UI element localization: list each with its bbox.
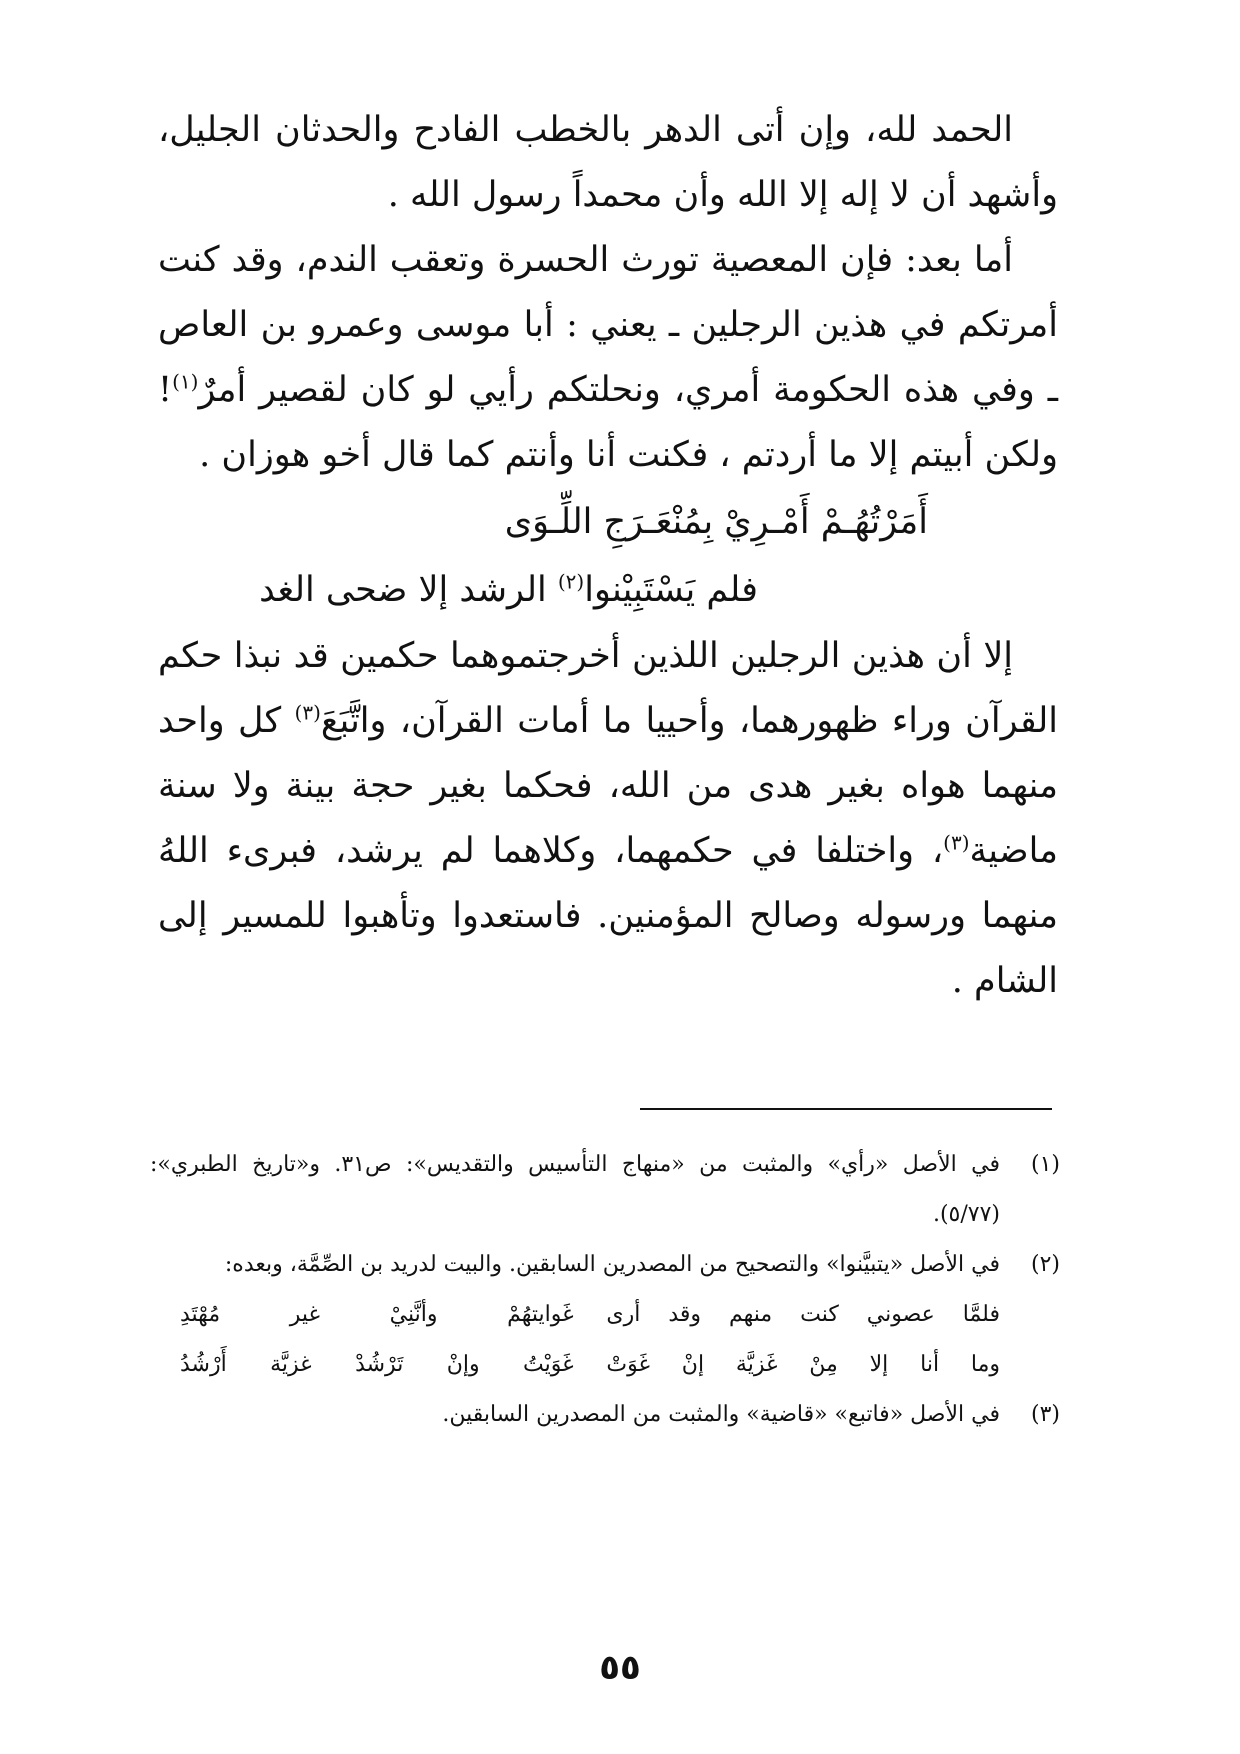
paragraph-third <box>158 624 1058 1014</box>
footnote-3-number: (٣) <box>1030 1402 1060 1427</box>
poem-row-2 <box>180 1340 1000 1390</box>
paragraph-opening-text: الحمد لله، وإن أتى الدهر بالخطب الفادح والحدثان الجليل، وأشهد أن لا إله إلا الله وأن محمداً رسول الله . <box>158 110 1058 215</box>
poem-row-1 <box>180 1290 1000 1340</box>
paragraph-third-text-b: كل واحد منهما هواه بغير هدى من الله، فحكما بغير حجة بينة ولا سنة ماضية <box>158 701 1058 871</box>
poem-row-1-second-hemistich: غَوايتهُمْ وأنَّنِيْ غير مُهْتَدِ <box>180 1302 574 1327</box>
footnote-1-number: (١) <box>1030 1152 1060 1177</box>
paragraph-second-text-a: أما بعد: فإن المعصية تورث الحسرة وتعقب الندم، وقد كنت أمرتكم في هذين الرجلين ـ يعني : أبا موسى وعمرو بن العاص ـ وفي هذه الحكومة أمري، ونحلتكم رأيي لو كان لقصير أمرٌ <box>158 240 1058 410</box>
footnote-divider <box>640 1108 1052 1110</box>
verse-line-2 <box>158 556 758 624</box>
footnote-1-text: في الأصل «رأي» والمثبت من «منهاج التأسيس والتقديس»: ص٣١. و«تاريخ الطبري»: (٥/٧٧). <box>150 1152 1000 1227</box>
footnote-2-poem <box>180 1290 1000 1390</box>
page-number: ٥٥ <box>599 1648 641 1688</box>
paragraph-opening <box>158 98 1058 228</box>
footnote-2 <box>150 1240 1060 1290</box>
paragraph-third-text-c: ، واختلفا في حكمهما، وكلاهما لم يرشد، فبرىء اللهُ منهما ورسوله وصالح المؤمنين. فاستعدوا وتأهبوا للمسير إلى الشام . <box>158 831 1058 1001</box>
verse-line-2-text-b: الرشد إلا ضحى الغد <box>259 570 558 610</box>
footnote-ref-2[interactable]: (٢) <box>557 569 585 594</box>
footnote-3 <box>150 1390 1060 1440</box>
verse-line-2-text-a: فلم يَسْتَبِيْنوا <box>584 570 758 610</box>
paragraph-second-text-b: ! ولكن أبيتم إلا ما أردتم ، فكنت أنا وأنتم كما قال أخو هوزان . <box>158 370 1058 475</box>
footnotes <box>150 1140 1060 1440</box>
poem-row-2-first-hemistich: وما أنا إلا مِنْ غَزيَّة إنْ غَوَتْ <box>606 1352 1000 1377</box>
footnote-ref-3a[interactable]: (٣) <box>294 700 321 725</box>
verse-line-1: أَمَرْتُهُـمْ أَمْـرِيْ بِمُنْعَـرَجِ اللِّـوَى <box>504 502 928 542</box>
footnote-3-text: في الأصل «فاتبع» «قاضية» والمثبت من المصدرين السابقين. <box>442 1402 1000 1427</box>
footnote-ref-1[interactable]: (١) <box>172 369 199 394</box>
paragraph-third-text-a: إلا أن هذين الرجلين اللذين أخرجتموهما حكمين قد نبذا حكم القرآن وراء ظهورهما، وأحييا ما أمات القرآن، واتَّبَعَ <box>158 636 1058 741</box>
poem-row-1-first-hemistich: فلمَّا عصوني كنت منهم وقد أرى <box>606 1302 1000 1327</box>
footnote-1 <box>150 1140 1060 1240</box>
poem-row-2-second-hemistich: غَوَيْتُ وإنْ تَرْشُدْ غزيَّة أَرْشُدُ <box>180 1352 574 1377</box>
main-text <box>158 98 1058 1014</box>
footnote-2-text: في الأصل «يتبيَّنوا» والتصحيح من المصدرين السابقين. والبيت لدريد بن الصِّمَّة، وبعده: <box>224 1252 1000 1277</box>
footnote-ref-3b[interactable]: (٣) <box>943 830 970 855</box>
footnote-2-number: (٢) <box>1030 1252 1060 1277</box>
paragraph-second <box>158 228 1058 488</box>
